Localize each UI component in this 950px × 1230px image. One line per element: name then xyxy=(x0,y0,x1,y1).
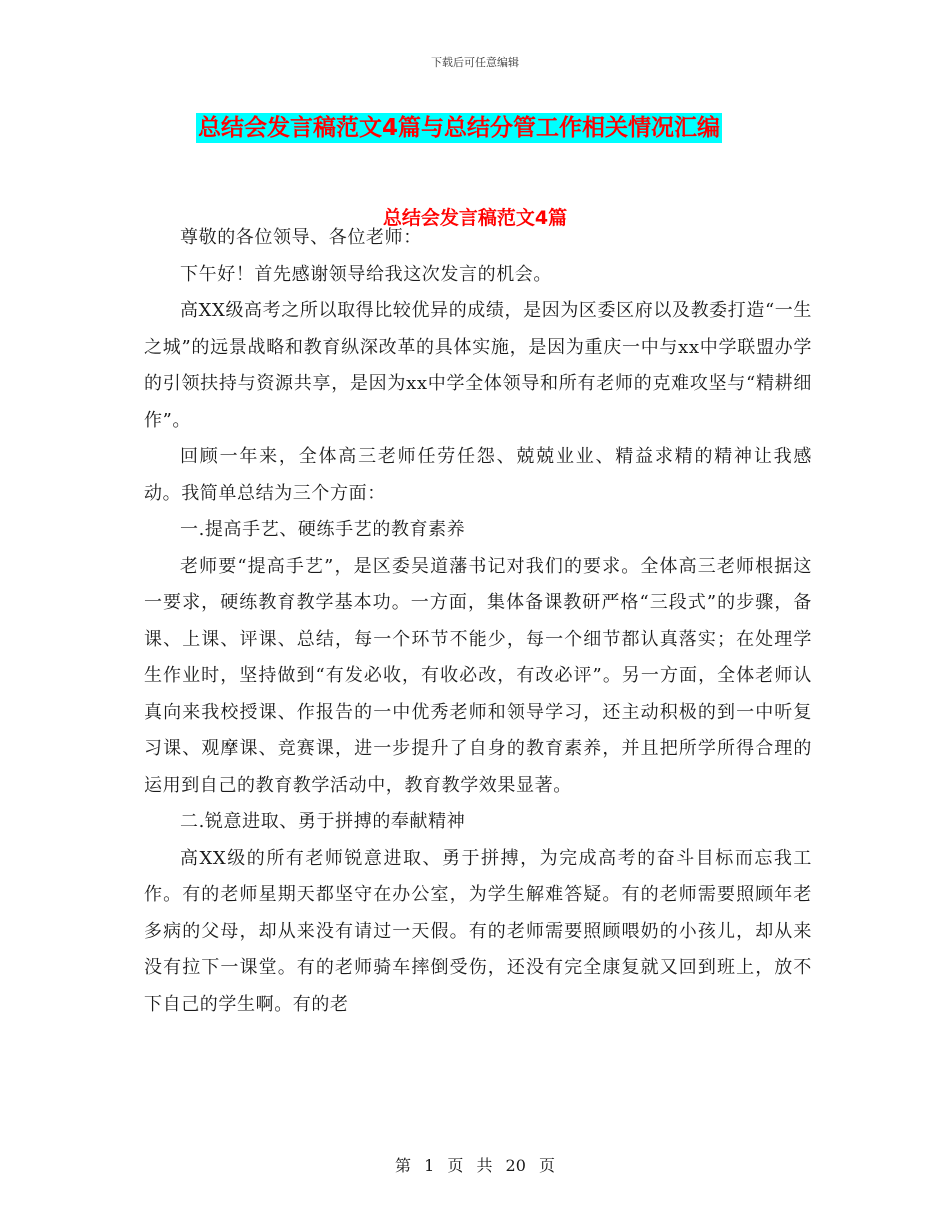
paragraph-section-two: 高XX级的所有老师锐意进取、勇于拼搏，为完成高考的奋斗目标而忘我工作。有的老师星期天都坚守在办公室，为学生解难答疑。有的老师需要照顾年老多病的父母，却从来没有请过一天假。有的老师需要照顾喂奶的小孩儿，却从来没有拉下一课堂。有的老师骑车摔倒受伤，还没有完全康复就又回到班上，放不下自己的学生啊。有的老 xyxy=(144,847,812,1015)
section-heading-one: 一.提高手艺、硬练手艺的教育素养 xyxy=(180,519,466,540)
paragraph-review: 回顾一年来，全体高三老师任劳任怨、兢兢业业、精益求精的精神让我感动。我简单总结为三个方面： xyxy=(144,446,812,504)
paragraph-salutation: 尊敬的各位领导、各位老师： xyxy=(180,227,422,248)
section-title: 总结会发言稿范文4篇 xyxy=(382,207,568,229)
paragraph-intro: 高XX级高考之所以取得比较优异的成绩，是因为区委区府以及教委打造“一生之城”的远景战略和教育纵深改革的具体实施，是因为重庆一中与xx中学联盟办学的引领扶持与资源共享，是因为xx中学全体领导和所有老师的克难攻坚与“精耕细作”。 xyxy=(144,300,812,431)
paragraph-greeting: 下午好！首先感谢领导给我这次发言的机会。 xyxy=(180,263,552,285)
section-heading-two: 二.锐意进取、勇于拼搏的奉献精神 xyxy=(180,811,466,832)
page-header-note: 下载后可任意编辑 xyxy=(431,56,519,69)
paragraph-section-one: 老师要“提高手艺”，是区委吴道藩书记对我们的要求。全体高三老师根据这一要求，硬练教育教学基本功。一方面，集体备课教研严格“三段式”的步骤，备课、上课、评课、总结，每一个环节不能少，每一个细节都认真落实；在处理学生作业时，坚持做到“有发必收，有收必改，有改必评”。另一方面，全体老师认真向来我校授课、作报告的一中优秀老师和领导学习，还主动积极的到一中听复习课、观摩课、竞赛课，进一步提升了自身的教育素养，并且把所学所得合理的运用到自己的教育教学活动中，教育教学效果显著。 xyxy=(144,555,812,796)
document-body xyxy=(144,220,812,1023)
document-main-title: 总结会发言稿范文4篇与总结分管工作相关情况汇编 xyxy=(198,115,721,141)
page-footer-number: 第 1 页 共 20 页 xyxy=(395,1156,555,1175)
